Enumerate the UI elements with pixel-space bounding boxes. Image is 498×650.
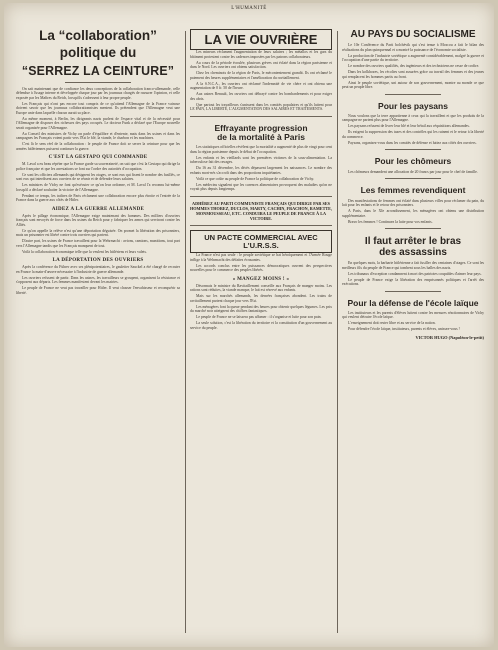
article-paragraph: Les chômeurs demandent une allocation de 20 francs par jour pour le chef de famille. [348,169,478,174]
article-paragraph: Au même moment, à Berlin, les dirigeants nazis parlent de l'espace vital et de la nécessité pour l'Allemagne de disposer des richesses des pays occupés. Le docteur Funk a déclaré que l'Europe nouvelle serait organisée pour l'Allemagne. [16,116,180,130]
article-paragraph: Les instituteurs et les parents d'élèves luttent contre les mesures réactionnaires de Vichy qui veulent détruire l'école laïque. [342,310,484,320]
divider [385,291,442,292]
article-paragraph: Pendant ce temps, les traîtres de Paris réclament une collaboration encore plus étroite et l'entrée de la France dans la guerre aux côtés de Hitler. [16,193,180,203]
article-paragraph: Les ministres de Vichy ne font qu'exécuter ce qu'on leur ordonne, et M. Laval l'a reconnu lui-même lorsqu'il a déclaré souhaiter la victoire de l'Allemagne. [16,183,180,192]
article-paragraph: Le peuple de France ne veut pas travailler pour Hitler. Il veut chasser l'envahisseur et reconquérir sa liberté. [16,286,180,295]
column-rule [185,31,186,633]
newspaper-page [4,3,494,647]
article-paragraph: A la S.N.C.A., les ouvriers ont réclamé l'indemnité de vie chère et ont obtenu une augmentation de 0 fr. 50 de l'heure. [190,81,332,91]
divider [190,196,332,197]
headline-ecole-laique: Pour la défense de l'école laïque [347,297,479,308]
headline-femmes: Les femmes revendiquent [360,185,466,196]
divider [385,228,442,229]
article-paragraph: Le peuple de France ne se laissera pas affamer : il s'organise et lutte pour son pain. [196,315,322,320]
article-paragraph: D'autre part, les usines de France travaillent pour la Wehrmacht : avions, camions, munitions, tout part vers l'Allemagne tandis que les Français manquent de tout. [16,239,180,248]
headline-line-1: La “collaboration” [39,28,157,43]
article-paragraph: Le peuple de France exige la libération des emprisonnés politiques et l'arrêt des exécutions. [342,277,484,287]
article-paragraph: Les tribunaux d'exception condamnent à mort des patriotes coupables d'aimer leur pays. [348,271,482,276]
headline-line-2: de la mortalité à Paris [217,132,305,143]
article-paragraph: Ce sont les officiers allemands qui désignent les otages, ce sont eux qui fixent le nombre des fusillés, ce sont eux qui interdisent aux ouvriers de se réunir et de défendre leurs salaires. [16,172,180,182]
divider [65,82,131,83]
article-paragraph: Les paysans refusent de livrer leur blé et leur bétail aux réquisitions allemandes. [348,124,470,129]
article-paragraph: Les enfants et les vieillards sont les premières victimes de la sous-alimentation. La tuberculose fait des ravages. [190,155,332,165]
article-paragraph: Chez les cheminots de la région de Paris, le mécontentement grandit. Ils ont réclamé le paiement des heures supplémentaires et l'amélioration du ravitaillement. [190,71,332,80]
column-middle [190,17,332,637]
subheading: « MANGEZ MOINS ! » [232,276,290,282]
headline-pays-du-socialisme: AU PAYS DU SOCIALISME [350,29,476,40]
article-paragraph: Les accords conclus entre les puissances démocratiques ouvrent des perspectives nouvelles pour le commerce des peuples libérés. [190,263,332,273]
article-paragraph: Le nombre des ouvriers qualifiés, des ingénieurs et des techniciens ne cesse de croître. [348,64,480,68]
article-paragraph: A Paris, dans le XIe arrondissement, les ménagères ont obtenu une distribution supplémentaire. [342,209,484,218]
column-rule [337,31,338,633]
subheading: AIDEZ A LA GUERRE ALLEMANDE [51,206,145,212]
article-paragraph: Paysans, organisez-vous dans les comités de défense et luttez aux côtés des ouvriers. [348,140,477,145]
article-paragraph: En quelques mois, la barbarie hitlérienne a fait fusiller des centaines d'otages. Ce sont les meilleurs fils du peuple de France qui tombent sous les balles des nazis. [342,261,484,270]
article-paragraph: Après le pillage économique, l'Allemagne exige maintenant des hommes. Des milliers d'ouvriers français sont envoyés de force dans les usines du Reich pour y fabriquer les armes qui serviront contre les Alliés. [16,213,180,227]
article-paragraph: Ainsi le peuple soviétique, uni autour de son gouvernement, montre au monde ce que peut un peuple libre. [342,80,484,89]
article-paragraph: Voilà ce que coûte au peuple de France la politique de collaboration de Vichy. [196,176,315,181]
article-paragraph: Ce qu'on appelle la relève n'est qu'une déportation déguisée. On promet la libération des prisonniers, mais un prisonnier est libéré contre trois ouvriers qui partent. [16,228,180,238]
divider [385,94,442,95]
article-paragraph: La production de l'industrie soviétique a augmenté considérablement, malgré la guerre et l'occupation d'une partie du territoire. [342,53,484,62]
subheading: C'EST LA GESTAPO QUI COMMANDE [48,155,148,161]
divider [190,116,332,117]
divider [385,149,442,150]
article-paragraph: Voilà la collaboration économique telle que la veulent les hitlériens et leurs valets. [22,249,147,254]
article-paragraph: Que partout les travailleurs s'unissent dans les comités populaires et qu'ils luttent pour LE PAIN, LA LIBERTÉ, L'AUGMENTATION DES SALAIRES ET TRAITEMENTS. [190,102,332,112]
article-paragraph: Les ouvriers refusent de partir. Dans les usines, les travailleurs se groupent, organisent la résistance et s'opposent aux départs. Les femmes manifestent devant les mairies. [16,275,180,285]
article-paragraph: Mais sur les marchés allemands, les denrées françaises abondent. Les trains de ravitaillement partent chaque jour vers l'Est. [190,294,332,303]
party-slogan: ADHÉREZ AU PARTI COMMUNISTE FRANÇAIS QUI DIRIGE PAR SES HOMMES THOREZ, DUCLOS, MARTY, CACHIN, FRACHON, RAMETTE, MONMOUSSEAU, ETC. CONDUIRA LE PEUPLE DE FRANCE À LA VICTOIRE. [190,200,332,221]
signature: VICTOR HUGO (Napoléon-le-petit) [415,334,484,340]
article-paragraph: Ils exigent la suppression des taxes et des contrôles qui les ruinent et le retour à la liberté du commerce. [342,130,484,139]
headline-line-1: Effrayante progression [214,122,308,133]
article-paragraph: Bravo les femmes ! Continuez la lutte pour vos enfants. [348,219,433,224]
headline-line-1: Il faut arrêter le bras [364,236,462,248]
article-paragraph: Les médecins signalent que les carences alimentaires provoquent des maladies qu'on ne voyait plus depuis longtemps. [190,182,332,192]
subheading: LA DÉPORTATION DES OUVRIERS [52,258,144,264]
article-paragraph: C'est là le sens réel de la collaboration : le peuple de France doit se serrer la ceinture pour que les armées hitlériennes puissent continuer la guerre. [16,142,180,151]
article-paragraph: Le 10e Conférence du Parti bolchévik qui s'est tenue à Moscou a fait le bilan des réalisations du plan quinquennal et a montré la puissance de l'économie socialiste. [342,43,484,52]
article-paragraph: Les ménagères font la queue pendant des heures pour obtenir quelques légumes. Les prix du marché noir atteignent des chiffres fantastiques. [190,304,332,314]
column-left [16,17,180,637]
article-paragraph: Les statistiques officielles révèlent que la mortalité a augmenté de plus de vingt pour cent dans la région parisienne depuis le début de l'occupation. [190,145,332,154]
column-right [342,17,484,637]
divider [190,225,332,226]
article-paragraph: La seule solution, c'est la libération du territoire et la constitution d'un gouvernement au service du peuple. [190,321,332,330]
article-paragraph: Nous voulons que la terre appartienne à ceux qui la travaillent et que les produits de la campagne ne partent plus pour l'Allemagne. [342,113,484,123]
main-headline [16,29,180,78]
article-paragraph: Après la conférence du Führer avec ses plénipotentiaires, le gauleiter Sauckel a été chargé de recruter en France la main-d'œuvre nécessaire à l'industrie de guerre allemande. [16,265,180,274]
section-headline-vie-ouvriere: LA VIE OUVRIÈRE [190,29,332,50]
headline-line-2: politique du [59,44,137,60]
article-paragraph: La France n'est pas seule : le peuple soviétique se bat héroïquement et l'Armée Rouge inflige à la Wehrmacht des défaites écrasantes. [190,253,332,262]
headline-mortalite [190,124,332,143]
article-paragraph: Au cours de la période écoulée, plusieurs grèves ont éclaté dans la région parisienne et dans le Nord. Les ouvriers ont obtenu satisfaction. [190,60,332,70]
article-paragraph: Pour défendre l'école laïque, instituteurs, parents et élèves, unissez-vous ! [348,327,460,332]
article-paragraph: Aux usines Renault, les ouvriers ont débrayé contre les bombardements et pour exiger des abris. [190,92,332,101]
article-paragraph: M. Laval a eu beau répéter que la France garde sa souveraineté, on sait que c'est la Gestapo qui dirige la police française et que les arrestations se font sur l'ordre des autorités d'occupation. [16,162,180,171]
headline-paysans: Pour les paysans [378,100,448,111]
headline-pacte-commercial: UN PACTE COMMERCIAL AVEC L'U.R.S.S. [190,230,332,254]
headline-chomeurs: Pour les chômeurs [374,156,452,167]
article-paragraph: Désormais le ministre du Ravitaillement conseille aux Français de manger moins. Les rations sont réduites, la viande manque, le lait est réservé aux enfants. [190,283,332,293]
article-paragraph: Au Conseil des ministres de Vichy on parle d'équilibre et d'entente, mais dans les usines et dans les campagnes les Français voient partir vers l'Est le blé, la viande, le charbon et les machines. [16,131,180,141]
article-paragraph: Les Français qui n'ont pas encore tout compris de ce qu'attend l'Allemagne de la France vaincue doivent savoir que les journaux collaborationnistes mentent. Ils prétendent que l'Allemagne veut une Europe unie dans laquelle chacun aurait sa place. [16,101,180,115]
headline-line-2: des assassins [379,247,447,259]
article-paragraph: Les mineurs réclament l'augmentation de leurs salaires ; les métallos et les gars du bâtiment protestent contre les cadences imposées par les patrons collaborateurs. [190,50,332,59]
headline-line-3: “SERREZ LA CEINTURE” [21,62,175,78]
article-paragraph: Du 16 au 31 décembre, les décès dépassent largement les naissances. Le nombre des enfants mort-nés s'accroît dans des proportions inquiétantes. [190,166,332,175]
headline-assassins [342,236,484,258]
article-paragraph: Dans les kolkhozes, les récoltes sont assurées grâce au travail des femmes et des jeunes qui remplacent les hommes partis au front. [342,70,484,79]
article-paragraph: On sait maintenant que de confiance les deux conceptions de la collaboration franco-allemande, celle défendue à l'usage interne et développée chaque jour par les journaux chargés de rassurer l'opinion, et celle exposée par les Maîtres du Reich, lorsqu'ils s'adressent à leur propre peuple. [16,86,180,100]
running-head: L'HUMANITÉ [231,6,267,11]
article-paragraph: L'enseignement doit rester libre et au service de la nation. [348,321,436,326]
divider [385,178,442,179]
article-paragraph: Des manifestations de femmes ont éclaté dans plusieurs villes pour réclamer du pain, du lait pour les enfants et le retour des prisonniers. [342,198,484,208]
